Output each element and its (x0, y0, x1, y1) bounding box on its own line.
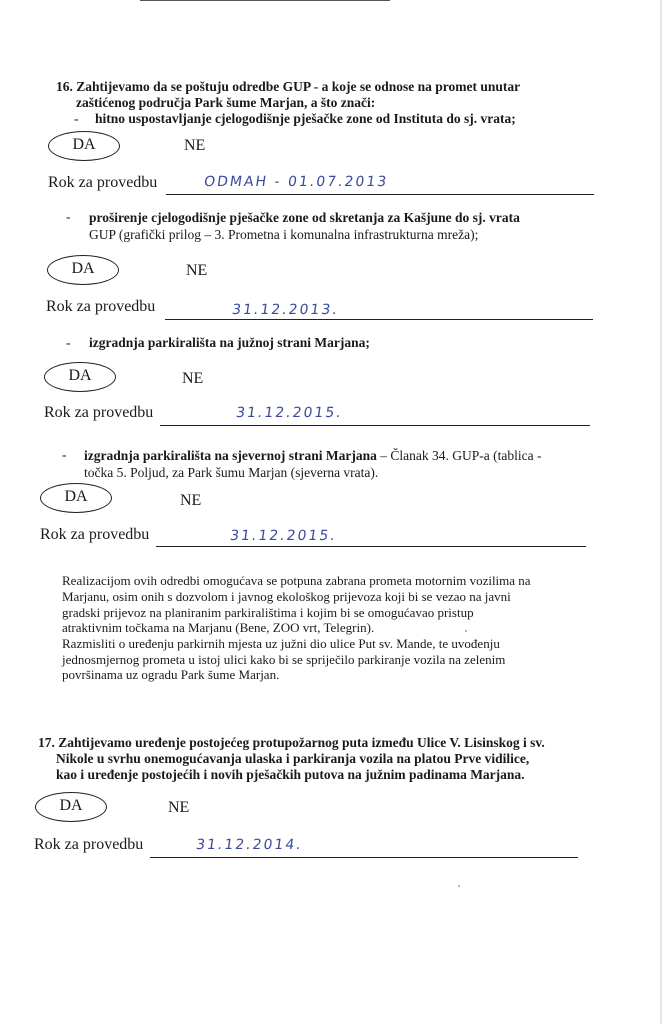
scan-speck (465, 630, 467, 632)
da-label: DA (72, 136, 96, 153)
q16-item-4-dash: - (62, 447, 67, 462)
paragraph-line-2: Marjanu, osim onih s dozvolom i javnog ekološkog prijevoza koji bi se vezao na javni (62, 589, 511, 604)
q17-heading-line-2: Nikole u svrhu onemogućavanja ulaska i parkiranja vozila na platou Prve vidilice, (56, 751, 530, 766)
top-edge-line (140, 0, 390, 1)
q17-da-option[interactable] (35, 792, 107, 822)
q16-item-1-answer-line (166, 194, 594, 195)
q16-item-4-rok-label: Rok za provedbu (40, 526, 150, 543)
q16-item-2-answer-line (165, 319, 593, 320)
scan-speck (458, 885, 460, 887)
paragraph-line-6: jednosmjernog prometa u istoj ulici kako bi se spriječilo parkiranje vozila na zelenim (62, 652, 506, 667)
paragraph-line-4: atraktivnim točkama na Marjanu (Bene, ZOO vrt, Telegrin). (62, 620, 375, 635)
da-label: DA (71, 260, 95, 277)
q16-item-2-handwritten-date: 31.12.2013. (230, 302, 340, 318)
q16-heading-line-2: zaštićenog područja Park šume Marjan, a što znači: (76, 95, 376, 110)
q16-item-2-da-option[interactable] (47, 255, 119, 285)
q16-item-3-dash: - (66, 335, 71, 350)
q16-item-4-da-option[interactable] (40, 483, 112, 513)
q16-item-3-ne-option[interactable]: NE (182, 370, 204, 387)
q16-item-2-rok-label: Rok za provedbu (46, 298, 156, 315)
q17-answer-line (150, 857, 578, 858)
q16-item-1-rok-label: Rok za provedbu (48, 174, 158, 191)
q16-item-2-text-line-1: proširenje cjelogodišnje pješačke zone od skretanja za Kašjune do sj. vrata (89, 210, 520, 225)
q16-item-4-ne-option[interactable]: NE (180, 492, 202, 509)
paragraph-line-7: površinama uz ogradu Park šume Marjan. (62, 667, 280, 682)
paragraph-line-1: Realizacijom ovih odredbi omogućava se potpuna zabrana prometa motornim vozilima na (62, 573, 531, 588)
da-label: DA (59, 797, 83, 814)
q16-item-2-ne-option[interactable]: NE (186, 262, 208, 279)
q16-item-2-dash: - (66, 209, 71, 224)
q16-item-1-handwritten-date: ODMAH - 01.07.2013 (202, 174, 390, 190)
q16-item-4-bold-part: izgradnja parkirališta na sjevernoj strani Marjana (84, 448, 377, 463)
paragraph-line-3: gradski prijevoz na planiranim parkiralištima i kojim bi se omogućavao pristup (62, 605, 474, 620)
q16-item-3-answer-line (160, 425, 590, 426)
q16-item-4-answer-line (156, 546, 586, 547)
q16-item-3-handwritten-date: 31.12.2015. (234, 405, 344, 421)
q16-item-3-da-option[interactable] (44, 362, 116, 392)
q16-item-4-text-line-1 (84, 448, 541, 464)
q16-item-4-text-line-2: točka 5. Poljud, za Park šumu Marjan (sjeverna vrata). (84, 465, 379, 480)
q16-item-3-rok-label: Rok za provedbu (44, 404, 154, 421)
da-label: DA (64, 488, 88, 505)
q16-item-4-rest-part: – Članak 34. GUP-a (tablica - (376, 448, 542, 463)
paragraph-line-5: Razmisliti o uređenju parkirnih mjesta uz južni dio ulice Put sv. Mande, te uvođenju (62, 636, 500, 651)
q16-item-3-text: izgradnja parkirališta na južnoj strani Marjana; (89, 335, 370, 350)
q17-ne-option[interactable]: NE (168, 799, 190, 816)
q16-item-1-dash: - (74, 111, 79, 126)
q16-item-1-text: hitno uspostavljanje cjelogodišnje pješačke zone od Instituta do sj. vrata; (95, 111, 516, 126)
q16-item-4-handwritten-date: 31.12.2015. (228, 528, 338, 544)
da-label: DA (68, 367, 92, 384)
q17-heading-line-3: kao i uređenje postojećih i novih pješačkih putova na južnim padinama Marjana. (56, 767, 525, 782)
q17-handwritten-date: 31.12.2014. (194, 837, 304, 853)
q16-heading-line-1: 16. Zahtijevamo da se poštuju odredbe GUP - a koje se odnose na promet unutar (56, 79, 521, 94)
q16-item-1-da-option[interactable] (48, 131, 120, 161)
q16-item-1-ne-option[interactable]: NE (184, 137, 206, 154)
q17-heading-line-1: 17. Zahtijevamo uređenje postojećeg protupožarnog puta između Ulice V. Lisinskog i sv. (38, 735, 545, 750)
q17-rok-label: Rok za provedbu (34, 836, 144, 853)
q16-item-2-text-line-2: GUP (grafički prilog – 3. Prometna i komunalna infrastrukturna mreža); (89, 227, 479, 242)
